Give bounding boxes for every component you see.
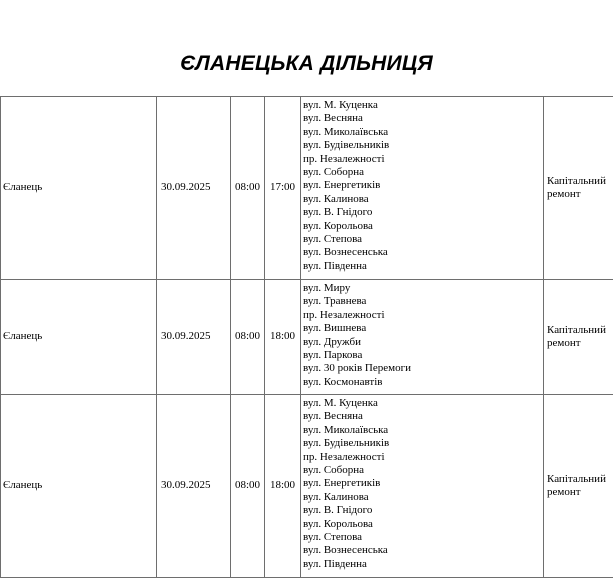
street-item: вул. Весняна (303, 410, 543, 423)
street-item: вул. Миколаївська (303, 424, 543, 437)
street-item: пр. Незалежності (303, 451, 543, 464)
street-item: вул. Південна (303, 260, 543, 273)
page-title: ЄЛАНЕЦЬКА ДІЛЬНИЦЯ (0, 52, 613, 76)
table-row (1, 97, 613, 280)
streets-cell (301, 97, 544, 280)
date-cell: 30.09.2025 (157, 280, 231, 395)
streets-cell (301, 395, 544, 578)
work-type-cell: Капітальний ремонт (544, 395, 613, 578)
table-row (1, 280, 613, 395)
street-item: вул. М. Куценка (303, 99, 543, 112)
end-time-cell: 17:00 (265, 97, 301, 280)
work-type-cell: Капітальний ремонт (544, 97, 613, 280)
street-item: вул. Вознесенська (303, 544, 543, 557)
street-item: вул. М. Куценка (303, 397, 543, 410)
street-item: вул. В. Гнідого (303, 206, 543, 219)
street-item: вул. Калинова (303, 491, 543, 504)
street-item: вул. Південна (303, 558, 543, 571)
street-item: вул. Дружби (303, 336, 543, 349)
street-item: пр. Незалежності (303, 309, 543, 322)
outage-schedule-table (0, 96, 613, 578)
street-item: вул. 30 років Перемоги (303, 362, 543, 375)
street-item: вул. Паркова (303, 349, 543, 362)
town-cell: Єланець (1, 395, 157, 578)
street-item: вул. Калинова (303, 193, 543, 206)
street-item: вул. Миру (303, 282, 543, 295)
street-item: вул. Енергетиків (303, 179, 543, 192)
end-time-cell: 18:00 (265, 395, 301, 578)
town-cell: Єланець (1, 280, 157, 395)
street-item: вул. Вознесенська (303, 246, 543, 259)
table-row (1, 395, 613, 578)
street-item: вул. Весняна (303, 112, 543, 125)
work-type-cell: Капітальний ремонт (544, 280, 613, 395)
street-item: вул. В. Гнідого (303, 504, 543, 517)
date-cell: 30.09.2025 (157, 97, 231, 280)
street-item: вул. Соборна (303, 166, 543, 179)
start-time-cell: 08:00 (231, 280, 265, 395)
street-item: вул. Корольова (303, 220, 543, 233)
street-item: вул. Степова (303, 531, 543, 544)
streets-cell (301, 280, 544, 395)
street-item: вул. Степова (303, 233, 543, 246)
street-item: вул. Травнева (303, 295, 543, 308)
start-time-cell: 08:00 (231, 395, 265, 578)
street-item: вул. Енергетиків (303, 477, 543, 490)
street-item: вул. Корольова (303, 518, 543, 531)
end-time-cell: 18:00 (265, 280, 301, 395)
street-item: вул. Вишнева (303, 322, 543, 335)
street-item: вул. Соборна (303, 464, 543, 477)
date-cell: 30.09.2025 (157, 395, 231, 578)
street-item: вул. Миколаївська (303, 126, 543, 139)
start-time-cell: 08:00 (231, 97, 265, 280)
street-item: вул. Космонавтів (303, 376, 543, 389)
street-item: вул. Будівельників (303, 139, 543, 152)
street-item: пр. Незалежності (303, 153, 543, 166)
town-cell: Єланець (1, 97, 157, 280)
street-item: вул. Будівельників (303, 437, 543, 450)
